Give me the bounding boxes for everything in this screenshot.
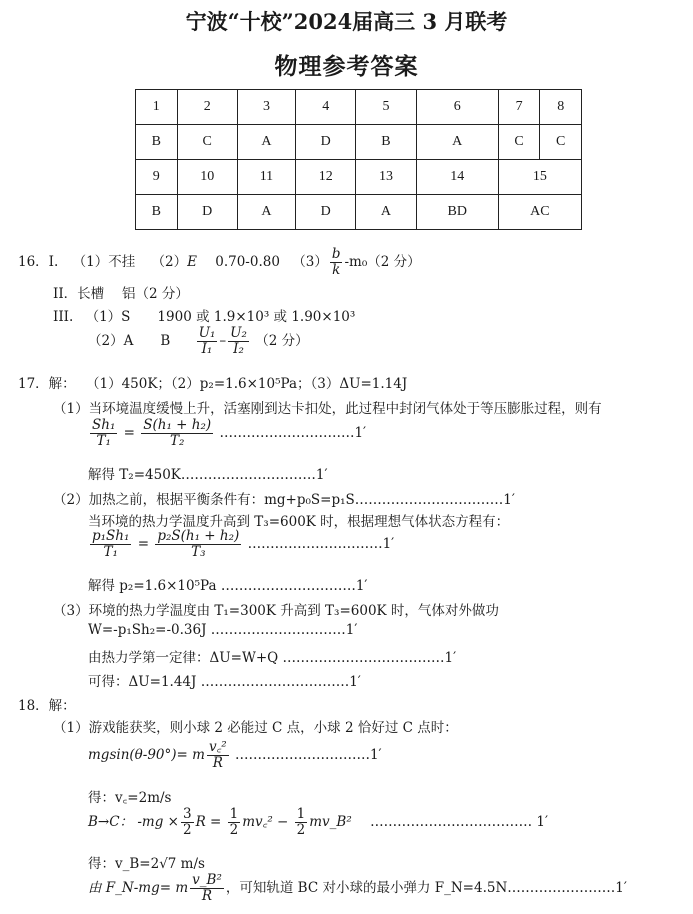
q16-iii-2-fraction-2: [228, 326, 249, 357]
q17-equation-2: $\frac{\text{p₁Sh₁}}{\text{T₁}}$ = $\frac{\text{p₂S(h₁ + h₂)}}{\text{T₃}}$ …………………………1′: [92, 528, 395, 560]
q16-iii-2-fraction-1: [197, 326, 218, 357]
table-cell: 1: [136, 90, 178, 125]
q17-equation-1: $\frac{\text{Sh₁}}{\text{T₁}}$ = $\frac{\text{S(h₁ + h₂)}}{\text{T₂}}$ …………………………1′: [92, 417, 367, 449]
q16-i-1: （1）不挂: [72, 254, 136, 270]
fraction-denominator: 2: [229, 822, 239, 838]
fraction-numerator: S(h₁ + h₂): [143, 417, 212, 433]
q17-solution-2: 解得 p₂=1.6×10⁵Pa …………………………1′: [88, 578, 368, 594]
q16-iii-1: （1）S 1900 或 1.9×10³ 或 1.90×10³: [85, 309, 356, 325]
q18-solution-2: 得：v_B=2√7 m/s: [88, 856, 205, 872]
table-cell: 6: [416, 90, 498, 125]
table-cell: D: [296, 125, 356, 160]
q18-number: 18．解：: [18, 698, 76, 714]
fraction-numerator: 3: [182, 806, 192, 822]
fraction-denominator: I₁: [201, 341, 213, 357]
table-cell: A: [416, 125, 498, 160]
q17-work: W=-p₁Sh₂=-0.36J …………………………1′: [88, 622, 358, 638]
equation-fraction: [90, 529, 131, 560]
q18-part-1: （1）游戏能获奖，则小球 2 必能过 C 点，小球 2 恰好过 C 点时：: [53, 720, 458, 736]
q18-solution-1: 得：v꜀=2m/s: [88, 790, 172, 806]
equation-fraction: [207, 740, 229, 771]
equation-term: mv꜀² −: [242, 814, 289, 830]
equation-fraction: [228, 807, 241, 838]
q17-part-2b: 当环境的热力学温度升高到 T₃=600K 时，根据理想气体状态方程有：: [88, 514, 510, 530]
q17-solution-1: 解得 T₂=450K…………………………1′: [88, 467, 328, 483]
table-cell: 2: [177, 90, 237, 125]
page-title: 宁波“十校”2024届高三 3 月联考: [185, 9, 508, 34]
table-cell: 7: [498, 90, 540, 125]
q16-iii-2: （2）A B: [88, 333, 171, 349]
equation-dots: ……………………………… 1′: [370, 814, 549, 830]
equation-right: ，可知轨道 BC 对小球的最小弹力 F_N=4.5N……………………1′: [225, 880, 627, 896]
table-cell: 13: [356, 160, 416, 195]
fraction-denominator: T₁: [103, 544, 118, 560]
equation-dots: …………………………1′: [247, 536, 395, 552]
fraction-numerator: b: [331, 246, 341, 262]
q16-i-3: （3）: [292, 254, 328, 270]
q18-equation-1: [88, 740, 382, 771]
fraction-denominator: k: [332, 262, 341, 278]
fraction-denominator: 2: [182, 822, 192, 838]
equation-fraction: [190, 873, 224, 904]
fraction-numerator: 1: [229, 806, 239, 822]
fraction-numerator: p₂S(h₁ + h₂): [157, 528, 240, 544]
equation-middle: R =: [195, 814, 222, 830]
equation-term: mv_B²: [309, 814, 352, 830]
q17-part-3: （3）环境的热力学温度由 T₁=300K 升高到 T₃=600K 时，气体对外做功: [53, 603, 499, 619]
fraction-denominator: T₁: [96, 433, 111, 449]
q16-i-3-tail: -m₀（2 分）: [344, 254, 421, 270]
table-row: [136, 195, 582, 230]
table-cell: A: [237, 195, 295, 230]
q17-part-1: （1）当环境温度缓慢上升，活塞刚到达卡扣处，此过程中封闭气体处于等压膨胀过程，则有: [53, 401, 602, 417]
fraction-numerator: 1: [296, 806, 306, 822]
q16-line-iii-1: [53, 305, 355, 325]
q17-part-2: （2）加热之前，根据平衡条件有：mg+p₀S=p₁S……………………………1′: [53, 492, 515, 508]
table-cell: B: [356, 125, 416, 160]
table-cell: 14: [416, 160, 498, 195]
q16-iii-label: III.: [53, 309, 74, 325]
q17-heading: [18, 372, 407, 392]
table-cell: 10: [177, 160, 237, 195]
table-cell: B: [136, 125, 178, 160]
table-row: [136, 125, 582, 160]
table-cell: 8: [540, 90, 582, 125]
answer-table: [135, 89, 582, 230]
q16-line-iii-2: （2）A B $\frac{\text{U₁}}{\text{I₁}}$ – $\frac{\text{U₂}}{\text{I₂}}$ （2 分）: [88, 325, 309, 357]
q16-i-2-value: 0.70-0.80: [215, 254, 280, 270]
table-row: [136, 90, 582, 125]
table-cell: 4: [296, 90, 356, 125]
q18-equation-3: [88, 873, 627, 904]
q16-iii-2-tail: （2 分）: [255, 333, 309, 349]
fraction-denominator: R: [212, 755, 223, 771]
table-cell: D: [177, 195, 237, 230]
q16-line-ii: II．长槽 铝（2 分）: [53, 286, 189, 302]
table-cell: C: [498, 125, 540, 160]
equation-left: mgsin(θ-90°)= m: [88, 747, 205, 763]
table-cell: C: [540, 125, 582, 160]
equation-fraction: [141, 418, 213, 449]
fraction-numerator: U₁: [198, 325, 216, 341]
table-cell: AC: [498, 195, 581, 230]
table-cell: C: [177, 125, 237, 160]
q16-i-3-fraction: [330, 247, 343, 278]
equation-fraction: [155, 529, 241, 560]
fraction-numerator: v꜀²: [208, 739, 227, 755]
fraction-denominator: T₃: [191, 544, 206, 560]
equation-fraction: [295, 807, 308, 838]
table-cell: A: [237, 125, 295, 160]
table-cell: BD: [416, 195, 498, 230]
fraction-numerator: Sh₁: [92, 417, 116, 433]
q17-first-law: 由热力学第一定律：ΔU=W+Q ………………………………1′: [88, 650, 457, 666]
table-cell: 11: [237, 160, 295, 195]
equation-left: B→C： -mg ×: [88, 814, 179, 830]
q16-number: 16．I.: [18, 254, 59, 270]
fraction-numerator: U₂: [230, 325, 247, 341]
table-row: [136, 160, 582, 195]
table-cell: B: [136, 195, 178, 230]
q17-result: 可得：ΔU=1.44J ……………………………1′: [88, 674, 361, 690]
fraction-denominator: 2: [296, 822, 306, 838]
table-cell: 5: [356, 90, 416, 125]
fraction-denominator: T₂: [170, 433, 185, 449]
table-cell: D: [296, 195, 356, 230]
table-cell: 15: [498, 160, 581, 195]
fraction-numerator: p₁Sh₁: [92, 528, 130, 544]
q16-i-2: （2）: [151, 254, 188, 270]
q17-number: 17．解：: [18, 376, 76, 392]
fraction-numerator: v_B²: [192, 872, 222, 888]
equation-dots: …………………………1′: [234, 747, 382, 763]
equation-fraction: [90, 418, 117, 449]
fraction-denominator: I₂: [233, 341, 244, 357]
q16-i-2-symbol: E: [187, 254, 197, 270]
q16-line-i: [18, 247, 421, 278]
equation-left: 由 F_N-mg= m: [88, 880, 189, 896]
table-cell: 9: [136, 160, 178, 195]
q17-summary: （1）450K；（2）p₂=1.6×10⁵Pa；（3）ΔU=1.14J: [85, 376, 408, 392]
page-subtitle: 物理参考答案: [274, 53, 419, 80]
table-cell: 12: [296, 160, 356, 195]
q18-equation-2: [88, 807, 548, 838]
equation-fraction: [181, 807, 194, 838]
table-cell: A: [356, 195, 416, 230]
equation-dots: …………………………1′: [219, 425, 367, 441]
fraction-denominator: R: [201, 888, 213, 904]
table-cell: 3: [237, 90, 295, 125]
